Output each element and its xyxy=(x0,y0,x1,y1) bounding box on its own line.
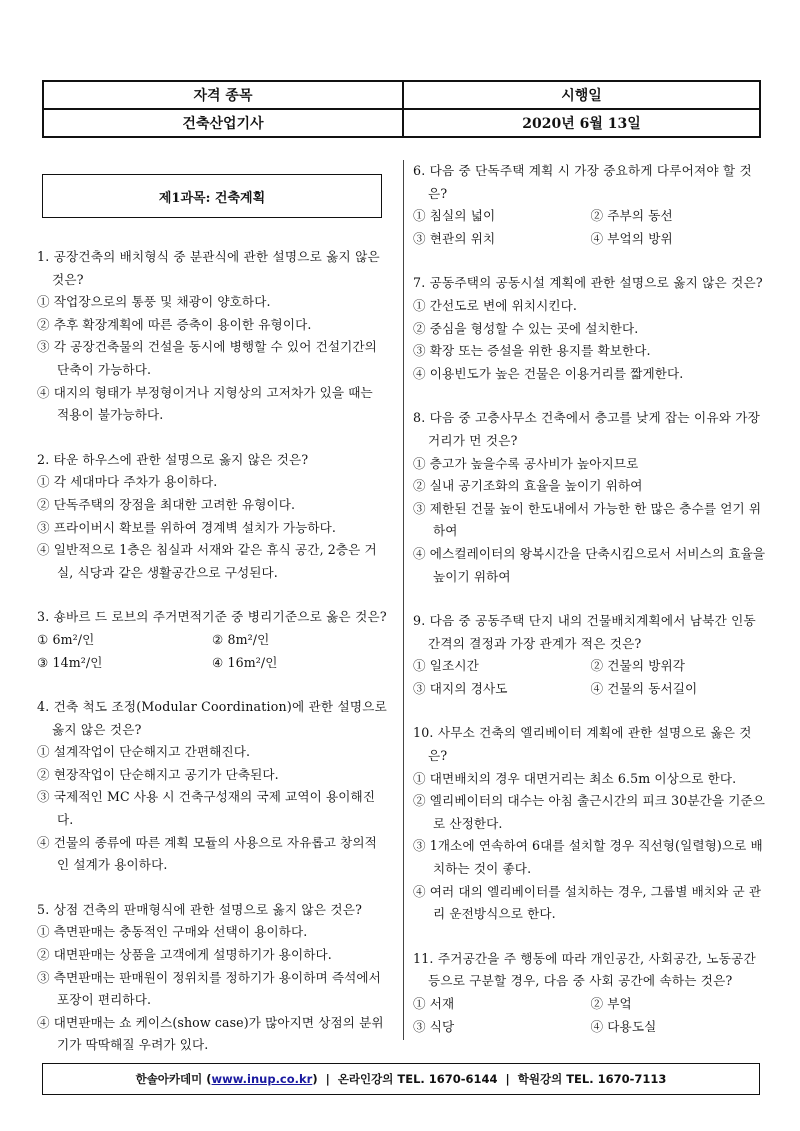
question-stem: 4. 건축 척도 조정(Modular Coordination)에 관한 설명으로 옳지 않은 것은? xyxy=(37,699,387,737)
question-stem: 3. 숑바르 드 로브의 주거면적기준 중 병리기준으로 옳은 것은? xyxy=(37,609,387,625)
footer xyxy=(42,1063,760,1095)
question-stem: 6. 다음 중 단독주택 계획 시 가장 중요하게 다루어져야 할 것은? xyxy=(413,163,752,201)
answer-option: ② 추후 확장계획에 따른 증축이 용이한 유형이다. xyxy=(37,316,312,332)
footer-academy: 한솔아카데미 ( xyxy=(135,1072,212,1086)
question-stem: 11. 주거공간을 주 행동에 따라 개인공간, 사회공간, 노동공간 등으로 구분할 경우, 다음 중 사회 공간에 속하는 것은? xyxy=(413,950,756,989)
answer-option: ② 대면판매는 상품을 고객에게 설명하기가 용이하다. xyxy=(37,947,332,963)
question-item xyxy=(413,948,768,1038)
answer-option: ② 8m²/인 xyxy=(212,631,270,647)
question-item xyxy=(413,610,768,700)
question-stem: 8. 다음 중 고층사무소 건축에서 층고를 낮게 잡는 이유와 가장 거리가 먼 것은? xyxy=(413,410,761,448)
header-col1-title: 자격 종목 xyxy=(43,81,403,109)
answer-option: ① 침실의 넓이 xyxy=(413,208,496,224)
answer-option: ② 엘리베이터의 대수는 아침 출근시간의 피크 30분간을 기준으로 산정한다. xyxy=(413,793,766,831)
question-stem: 9. 다음 중 공동주택 단지 내의 건물배치계획에서 남북간 인동간격의 결정과 가장 관계가 적은 것은? xyxy=(413,613,756,651)
answer-option: ② 중심을 형성할 수 있는 곳에 설치한다. xyxy=(413,320,639,336)
answer-option: ④ 일반적으로 1층은 침실과 서재와 같은 휴식 공간, 2층은 거실, 식당과 같은 생활공간으로 구성된다. xyxy=(37,542,377,580)
question-item xyxy=(37,696,387,877)
answer-option: ④ 16m²/인 xyxy=(212,654,278,670)
answer-option: ③ 1개소에 연속하여 6대를 설치할 경우 직선형(일렬형)으로 배치하는 것이 좋다. xyxy=(413,838,763,877)
answer-option: ③ 제한된 건물 높이 한도내에서 가능한 한 많은 층수를 얻기 위하여 xyxy=(413,500,762,539)
question-item xyxy=(37,899,387,1057)
question-stem: 2. 타운 하우스에 관한 설명으로 옳지 않은 것은? xyxy=(37,451,309,467)
answer-option: ③ 프라이버시 확보를 위하여 경계벽 설치가 가능하다. xyxy=(37,519,336,535)
answer-option: ③ 대지의 경사도 xyxy=(413,680,508,696)
options-grid xyxy=(37,629,387,674)
header-col2-value: 2020년 6월 13일 xyxy=(403,109,760,137)
answer-option: ② 단독주택의 장점을 최대한 고려한 유형이다. xyxy=(37,496,296,512)
answer-option: ④ 다용도실 xyxy=(590,1018,657,1034)
column-divider xyxy=(403,160,404,1040)
header-col1-value: 건축산업기사 xyxy=(43,109,403,137)
answer-option: ④ 여러 대의 엘리베이터를 설치하는 경우, 그룹별 배치와 군 관리 운전방식으로 한다. xyxy=(413,883,762,922)
question-item xyxy=(413,160,768,250)
answer-option: ② 부엌 xyxy=(590,996,632,1011)
answer-option: ① 간선도로 변에 위치시킨다. xyxy=(413,297,578,313)
answer-option: ④ 부엌의 방위 xyxy=(590,230,673,246)
answer-option: ① 6m²/인 xyxy=(37,631,95,647)
answer-option: ② 주부의 동선 xyxy=(590,208,673,224)
answer-option: ④ 이용빈도가 높은 건물은 이용거리를 짧게한다. xyxy=(413,365,684,381)
answer-option: ③ 측면판매는 판매원이 정위치를 정하기가 용이하며 즉석에서 포장이 편리하다. xyxy=(37,969,381,1008)
footer-contact: ) | 온라인강의 TEL. 1670-6144 | 학원강의 TEL. 1670-7113 xyxy=(312,1072,667,1086)
footer-url-link[interactable]: www.inup.co.kr xyxy=(211,1072,313,1086)
answer-option: ④ 건물의 동서길이 xyxy=(590,680,698,696)
question-stem: 1. 공장건축의 배치형식 중 분관식에 관한 설명으로 옳지 않은 것은? xyxy=(37,249,380,287)
left-column xyxy=(37,160,387,1079)
question-item xyxy=(413,272,768,385)
right-column xyxy=(413,160,768,1060)
answer-option: ① 대면배치의 경우 대면거리는 최소 6.5m 이상으로 한다. xyxy=(413,770,737,786)
answer-option: ④ 대면판매는 쇼 케이스(show case)가 많아지면 상점의 분위기가 딱딱해질 우려가 있다. xyxy=(37,1014,384,1053)
subject-title: 제1과목: 건축계획 xyxy=(158,190,266,206)
header-table xyxy=(42,80,761,138)
header-col2-title: 시행일 xyxy=(403,81,760,109)
question-item xyxy=(413,722,768,925)
answer-option: ① 일조시간 xyxy=(413,658,479,674)
answer-option: ④ 대지의 형태가 부정형이거나 지형상의 고저차가 있을 때는 적용이 불가능하다. xyxy=(37,384,373,423)
subject-spacer xyxy=(37,218,387,246)
answer-option: ① 측면판매는 충동적인 구매와 선택이 용이하다. xyxy=(37,924,308,940)
options-grid xyxy=(413,993,768,1038)
question-stem: 10. 사무소 건축의 엘리베이터 계획에 관한 설명으로 옳은 것은? xyxy=(413,725,752,764)
answer-option: ③ 국제적인 MC 사용 시 건축구성재의 국제 교역이 용이해진다. xyxy=(37,789,376,828)
answer-option: ① 층고가 높을수록 공사비가 높아지므로 xyxy=(413,455,639,471)
options-grid xyxy=(413,205,768,250)
question-item xyxy=(37,449,387,585)
answer-option: ③ 각 공장건축물의 건설을 동시에 병행할 수 있어 건설기간의 단축이 가능하다. xyxy=(37,339,377,377)
question-item xyxy=(37,246,387,427)
answer-option: ② 실내 공기조화의 효율을 높이기 위하여 xyxy=(413,478,643,494)
answer-option: ① 서재 xyxy=(413,996,455,1011)
answer-option: ③ 식당 xyxy=(413,1018,455,1034)
answer-option: ② 건물의 방위각 xyxy=(590,658,685,674)
options-grid xyxy=(413,655,768,700)
answer-option: ① 설계작업이 단순해지고 간편해진다. xyxy=(37,744,251,760)
subject-box xyxy=(42,174,382,218)
answer-option: ④ 건물의 종류에 따른 계획 모듈의 사용으로 자유롭고 창의적인 설계가 용이하다. xyxy=(37,834,377,873)
question-stem: 7. 공동주택의 공동시설 계획에 관한 설명으로 옳지 않은 것은? xyxy=(413,275,763,291)
question-item xyxy=(413,407,768,588)
answer-option: ② 현장작업이 단순해지고 공기가 단축된다. xyxy=(37,766,279,782)
question-stem: 5. 상점 건축의 판매형식에 관한 설명으로 옳지 않은 것은? xyxy=(37,901,363,917)
question-item xyxy=(37,606,387,674)
answer-option: ① 작업장으로의 통풍 및 채광이 양호하다. xyxy=(37,294,271,310)
answer-option: ④ 에스컬레이터의 왕복시간을 단축시킴으로서 서비스의 효율을 높이기 위하여 xyxy=(413,545,766,584)
answer-option: ① 각 세대마다 주차가 용이하다. xyxy=(37,474,218,490)
answer-option: ③ 현관의 위치 xyxy=(413,230,496,246)
answer-option: ③ 확장 또는 증설을 위한 용지를 확보한다. xyxy=(413,343,651,359)
answer-option: ③ 14m²/인 xyxy=(37,654,103,670)
